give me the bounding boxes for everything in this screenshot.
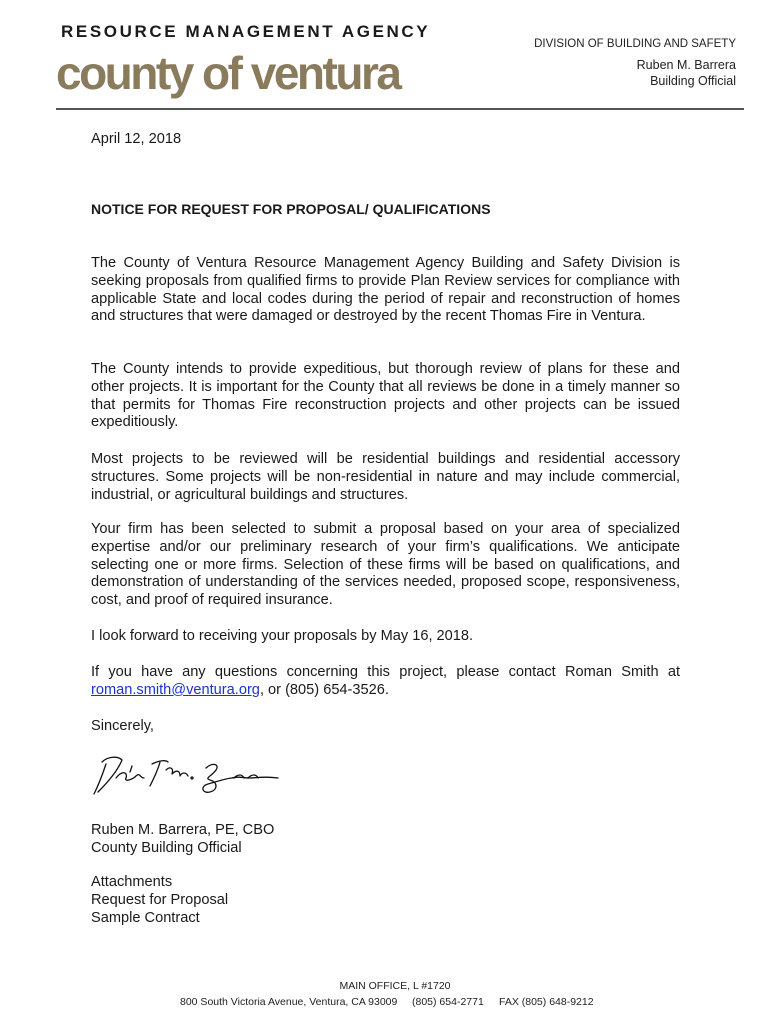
attachments-block [91,874,680,927]
paragraph-3: Most projects to be reviewed will be residential buildings and residential accessory structures. Some projects will be non-residential in nature and may include commercial, industrial, or agricultural buildings and structures. [91,451,680,503]
attachments-label: Attachments [91,874,173,890]
contact-paragraph [91,664,680,700]
footer-fax: FAX (805) 648-9212 [499,996,594,1008]
agency-name: RESOURCE MANAGEMENT AGENCY [61,22,431,41]
paragraph-5: I look forward to receiving your proposals by May 16, 2018. [91,628,474,644]
paragraph-4: Your firm has been selected to submit a proposal based on your area of specialized expertise and/or our preliminary research of your firm’s qualifications. We anticipate selecting one or more firms. Selection of these firms will be based on qualifications, and demonstration of understanding of the services needed, proposed scope, responsiveness, cost, and proof of required insurance. [91,521,680,609]
contact-prefix: If you have any questions concerning this project, please contact Roman Smith at [91,664,680,680]
footer-address: 800 South Victoria Avenue, Ventura, CA 93009 [180,996,398,1008]
official-name: Ruben M. Barrera [636,58,736,72]
signer-name: Ruben M. Barrera, PE, CBO [91,822,275,838]
signature-block [91,822,680,858]
division-name: DIVISION OF BUILDING AND SAFETY [534,38,736,50]
footer-phone: (805) 654-2771 [412,996,484,1008]
contact-email-link[interactable]: roman.smith@ventura.org [91,681,260,698]
header-divider [56,108,744,110]
closing: Sincerely, [91,718,154,734]
signature-image [88,748,288,808]
attachment-item: Sample Contract [91,909,200,926]
letter-date: April 12, 2018 [91,131,182,147]
official-title: Building Official [650,74,736,88]
attachment-item: Request for Proposal [91,891,229,908]
signer-title: County Building Official [91,839,242,856]
paragraph-1: The County of Ventura Resource Management Agency Building and Safety Division is seeking proposals from qualified firms to provide Plan Review services for compliance with applicable State and local codes during the period of repair and reconstruction of homes and structures that were damaged or destroyed by the recent Thomas Fire in Ventura. [91,255,680,325]
contact-suffix: , or (805) 654-3526. [259,681,389,698]
footer-office: MAIN OFFICE, L #1720 [339,980,451,992]
county-logo: county of ventura [56,47,400,99]
paragraph-2: The County intends to provide expeditious, but thorough review of plans for these and other projects. It is important for the County that all reviews be done in a timely manner so that permits for Thomas Fire reconstruction projects and other projects can be issued expeditiously. [91,361,680,431]
letter-title: NOTICE FOR REQUEST FOR PROPOSAL/ QUALIFICATIONS [91,201,491,217]
